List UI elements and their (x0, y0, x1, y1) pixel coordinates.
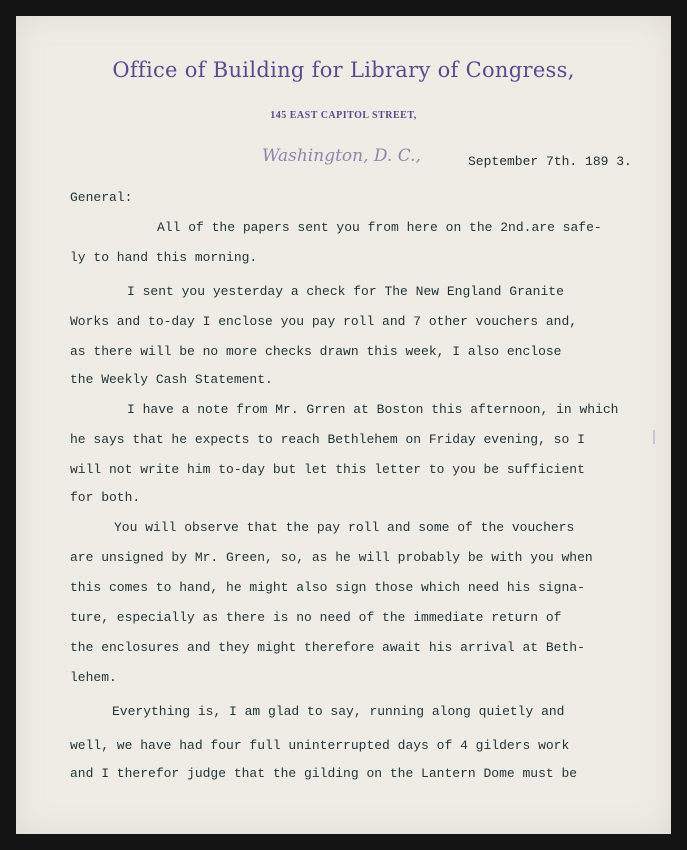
body-line: are unsigned by Mr. Green, so, as he will probably be with you when (70, 550, 593, 565)
body-line: lehem. (70, 670, 117, 685)
body-line: Works and to-day I enclose you pay roll and 7 other vouchers and, (70, 314, 578, 329)
body-line: the Weekly Cash Statement. (70, 372, 273, 387)
body-line: ly to hand this morning. (70, 250, 258, 265)
salutation: General: (70, 190, 133, 205)
body-line: will not write him to-day but let this letter to you be sufficient (70, 462, 585, 477)
dateline-date: September 7th. 189 3. (468, 154, 632, 169)
body-line: as there will be no more checks drawn this week, I also enclose (70, 344, 562, 359)
dateline-city: Washington, D. C., (262, 146, 421, 166)
body-line: I sent you yesterday a check for The New England Granite (127, 284, 564, 299)
letterhead-address: 145 EAST CAPITOL STREET, (270, 110, 417, 121)
body-line: I have a note from Mr. Grren at Boston this afternoon, in which (127, 402, 619, 417)
body-line: well, we have had four full uninterrupted days of 4 gilders work (70, 738, 570, 753)
body-line: for both. (70, 490, 141, 505)
pencil-mark (653, 430, 655, 444)
body-line: he says that he expects to reach Bethlehem on Friday evening, so I (70, 432, 585, 447)
body-line: You will observe that the pay roll and some of the vouchers (114, 520, 575, 535)
body-line: Everything is, I am glad to say, running along quietly and (112, 704, 565, 719)
body-line: this comes to hand, he might also sign those which need his signa- (70, 580, 585, 595)
body-line: the enclosures and they might therefore await his arrival at Beth- (70, 640, 585, 655)
body-line: and I therefor judge that the gilding on the Lantern Dome must be (70, 766, 578, 781)
letterhead-title: Office of Building for Library of Congress, (112, 58, 575, 82)
body-line: ture, especially as there is no need of the immediate return of (70, 610, 562, 625)
body-line: All of the papers sent you from here on the 2nd.are safe- (157, 220, 602, 235)
